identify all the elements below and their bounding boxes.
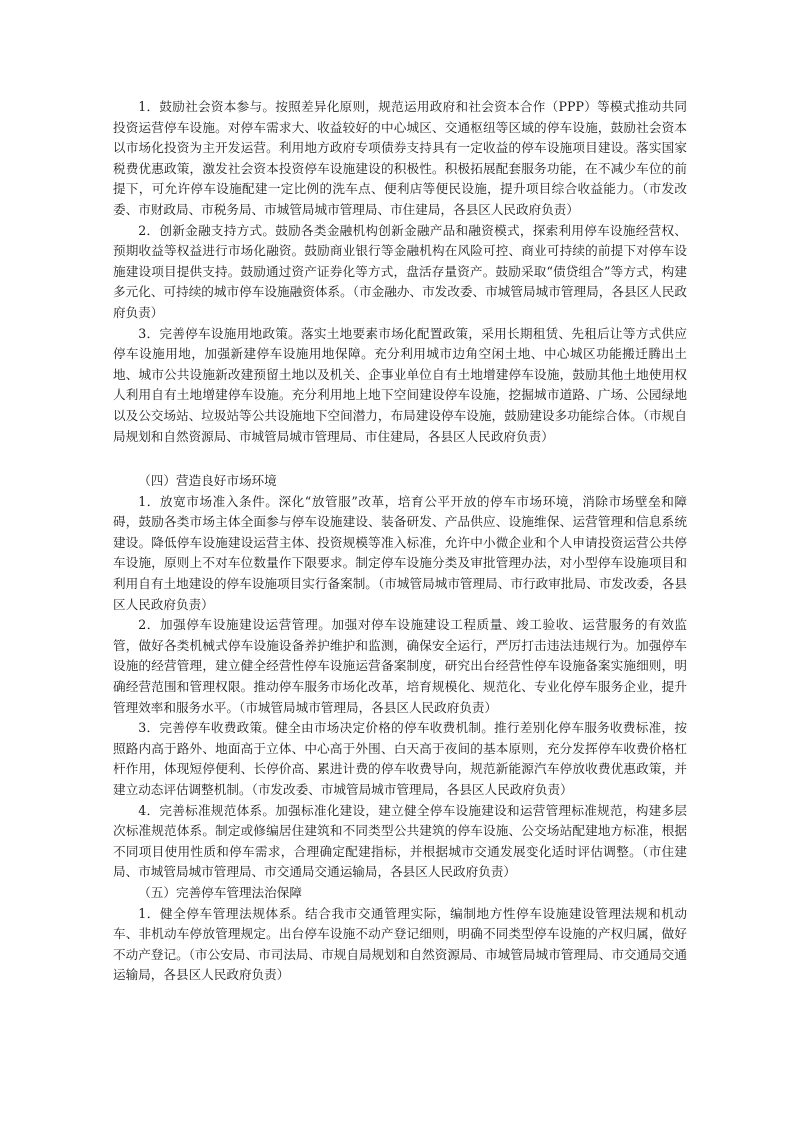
paragraph-social-capital: 1．鼓励社会资本参与。按照差异化原则，规范运用政府和社会资本合作（PPP）等模式推动共同投资运营停车设施。对停车需求大、收益较好的中心城区、交通枢纽等区域的停车设施，鼓励社会资本以市场化投资为主开发运营。利用地方政府专项债券支持具有一定收益的停车设施项目建设。落实国家税费优惠政策，激发社会资本投资停车设施建设的积极性。积极拓展配套服务功能，在不减少车位的前提下，可允许停车设施配建一定比例的洗车点、便利店等便民设施，提升项目综合收益能力。（市发改委、市财政局、市税务局、市城管局城市管理局、市住建局，各县区人民政府负责） — [113, 99, 687, 217]
section-heading-legal-guarantee: （五）完善停车管理法治保障 — [138, 884, 302, 900]
section-market-environment — [113, 471, 687, 883]
paragraph-operation-management: 2．加强停车设施建设运营管理。加强对停车设施建设工程质量、竣工验收、运营服务的有效监管，做好各类机械式停车设施设备养护维护和监测，确保安全运行，严厉打击违法违规行为。加强停车设施的经营管理，建立健全经营性停车设施运营备案制度，研究出台经营性停车设施备案实施细则，明确经营范围和管理权限。推动停车服务市场化改革，培育规模化、规范化、专业化停车服务企业，提升管理效率和服务水平。（市城管局城市管理局，各县区人民政府负责） — [113, 617, 687, 715]
paragraph-financial-support: 2．创新金融支持方式。鼓励各类金融机构创新金融产品和融资模式，探索利用停车设施经营权、预期收益等权益进行市场化融资。鼓励商业银行等金融机构在风险可控、商业可持续的前提下对停车设施建设项目提供支持。鼓励通过资产证券化等方式，盘活存量资产。鼓励采取“债贷组合”等方式，构建多元化、可持续的城市停车设施融资体系。（市金融办、市发改委、市城管局城市管理局，各县区人民政府负责） — [113, 222, 687, 320]
paragraph-regulations: 1．健全停车管理法规体系。结合我市交通管理实际，编制地方性停车设施建设管理法规和机动车、非机动车停放管理规定。出台停车设施不动产登记细则，明确不同类型停车设施的产权归属，做好不动产登记。（市公安局、市司法局、市规自局规划和自然资源局、市城管局城市管理局、市交通局交通运输局，各县区人民政府负责） — [113, 905, 687, 983]
paragraph-standards: 4．完善标准规范体系。加强标准化建设，建立健全停车设施建设和运营管理标准规范，构建多层次标准规范体系。制定或修编居住建筑和不同类型公共建筑的停车设施、公交场站配建地方标准，根据不同项目使用性质和停车需求，合理确定配建指标，并根据城市交通发展变化适时评估调整。（市住建局、市城管局城市管理局、市交通局交通运输局，各县区人民政府负责） — [113, 802, 687, 880]
paragraph-market-access: 1．放宽市场准入条件。深化“放管服”改革，培育公平开放的停车市场环境，消除市场壁垒和障碍，鼓励各类市场主体全面参与停车设施建设、装备研发、产品供应、设施维保、运营管理和信息系统建设。降低停车设施建设运营主体、投资规模等准入标准，允许中小微企业和个人申请投资运营公共停车设施，原则上不对车位数量作下限要求。制定停车设施分类及审批管理办法，对小型停车设施项目和利用自有土地建设的停车设施项目实行备案制。（市城管局城市管理局、市行政审批局、市发改委，各县区人民政府负责） — [113, 493, 687, 612]
section-parking-investment — [113, 97, 687, 447]
paragraph-land-policy: 3．完善停车设施用地政策。落实土地要素市场化配置政策，采用长期租赁、先租后让等方式供应停车设施用地，加强新建停车设施用地保障。充分利用城市边角空闲土地、中心城区功能搬迁腾出土地、城市公共设施新改建预留土地以及机关、企事业单位自有土地增建停车设施，鼓励其他土地使用权人利用自有土地增建停车设施。充分利用地上地下空间建设停车设施，挖掘城市道路、广场、公园绿地以及公交场站、垃圾站等公共设施地下空间潜力，布局建设停车设施，鼓励建设多功能综合体。（市规自局规划和自然资源局、市城管局城市管理局、市住建局，各县区人民政府负责） — [113, 325, 687, 444]
section-legal-guarantee — [113, 883, 687, 986]
section-gap — [113, 447, 687, 471]
paragraph-fee-policy: 3．完善停车收费政策。健全由市场决定价格的停车收费机制。推行差别化停车服务收费标准，按照路内高于路外、地面高于立体、中心高于外围、白天高于夜间的基本原则，充分发挥停车收费价格杠杆作用，体现短停便利、长停价高、累进计费的停车收费导向，规范新能源汽车停放收费优惠政策，并建立动态评估调整机制。（市发改委、市城管局城市管理局，各县区人民政府负责） — [113, 720, 687, 797]
section-heading-market-environment: （四）营造良好市场环境 — [138, 473, 277, 489]
